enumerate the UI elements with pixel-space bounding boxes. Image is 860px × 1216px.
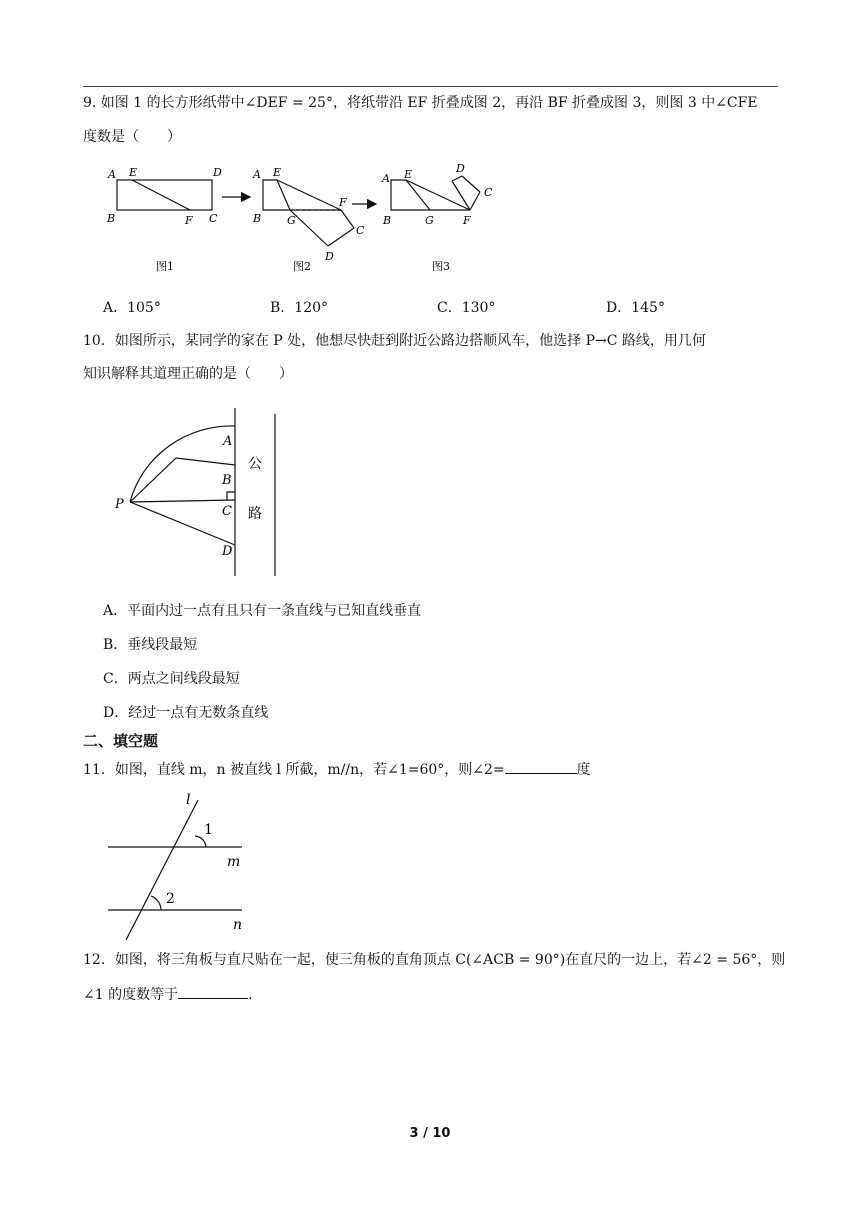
label-C: C xyxy=(222,504,232,519)
fig2-label-G: G xyxy=(287,214,296,227)
q9-option-c: C．130° xyxy=(437,300,496,316)
q9-stem-line1: 9. 如图 1 的长方形纸带中∠DEF = 25°，将纸带沿 EF 折叠成图 2，再沿 BF 折叠成图 3，则图 3 中∠CFE xyxy=(83,95,758,111)
label-n: n xyxy=(233,917,243,933)
q10-stem-line1: 10．如图所示，某同学的家在 P 处，他想尽快赶到附近公路边搭顺风车，他选择 P→C 路线，用几何 xyxy=(83,333,706,349)
fig3-label-G: G xyxy=(425,214,434,227)
q10-option-b: B．垂线段最短 xyxy=(103,637,198,653)
fig1-label-A: A xyxy=(108,168,116,181)
road-char-1: 公 xyxy=(248,456,262,472)
path-pb xyxy=(130,458,235,502)
q10-road-figure xyxy=(110,400,290,582)
fig3-caption: 图3 xyxy=(432,260,450,273)
fig1-caption: 图1 xyxy=(156,260,174,273)
header-rule xyxy=(83,86,778,87)
fig1-label-B: B xyxy=(107,212,116,225)
label-m: m xyxy=(227,854,241,870)
fig3-label-F: F xyxy=(463,214,471,227)
road-char-2: 路 xyxy=(248,506,262,522)
fig2-label-D: D xyxy=(325,250,334,263)
line-l xyxy=(126,800,198,940)
fig3-label-E: E xyxy=(404,168,413,181)
q12-text-before: ∠1 的度数等于 xyxy=(83,987,179,1003)
figure-1 xyxy=(117,180,212,210)
q11-stem xyxy=(83,759,591,780)
label-angle-1: 1 xyxy=(204,822,213,838)
fig1-label-F: F xyxy=(185,214,193,227)
fig2-label-F: F xyxy=(339,196,347,209)
q12-answer-blank xyxy=(178,984,248,999)
page-number: 3 / 10 xyxy=(409,1126,451,1141)
fig2-label-C: C xyxy=(356,224,365,237)
fig2-label-E: E xyxy=(273,166,282,179)
fig1-label-D: D xyxy=(213,166,222,179)
q11-parallel-lines-figure xyxy=(100,792,260,942)
segment-pc xyxy=(130,500,235,502)
q12-text-after: . xyxy=(248,987,253,1003)
q10-stem-line2: 知识解释其道理正确的是（ ） xyxy=(83,366,293,382)
q12-stem-line1: 12．如图，将三角板与直尺贴在一起，使三角板的直角顶点 C(∠ACB = 90°)在直尺的一边上，若∠2 = 56°，则 xyxy=(83,952,786,968)
fig3-label-B: B xyxy=(383,214,392,227)
fig3-label-D: D xyxy=(456,162,465,175)
label-l: l xyxy=(186,792,191,808)
label-B: B xyxy=(222,473,232,488)
label-angle-2: 2 xyxy=(166,891,175,907)
section-2-title: 二、填空题 xyxy=(83,732,159,750)
label-A: A xyxy=(223,434,233,449)
figure-2 xyxy=(263,180,354,246)
fig1-label-E: E xyxy=(129,166,138,179)
fig2-caption: 图2 xyxy=(293,260,311,273)
label-P: P xyxy=(115,497,124,512)
q10-option-c: C．两点之间线段最短 xyxy=(103,671,240,687)
fig3-label-C: C xyxy=(484,186,493,199)
q9-option-b: B．120° xyxy=(270,300,329,316)
fig2-label-A: A xyxy=(253,168,261,181)
right-angle-mark xyxy=(227,492,235,500)
q11-answer-blank xyxy=(505,759,577,774)
label-D: D xyxy=(222,544,233,559)
segment-pd xyxy=(130,502,235,545)
figure-3 xyxy=(391,176,480,210)
q9-option-d: D．145° xyxy=(606,300,665,316)
arc-to-a xyxy=(130,426,235,502)
q10-option-a: A．平面内过一点有且只有一条直线与已知直线垂直 xyxy=(103,603,422,619)
q11-text-after: 度 xyxy=(576,762,591,778)
q11-text-before: 11．如图，直线 m，n 被直线 l 所截，m//n，若∠1=60°，则∠2= xyxy=(83,762,505,778)
q12-stem-line2 xyxy=(83,984,253,1005)
q9-folding-figure xyxy=(100,158,500,278)
fig1-label-C: C xyxy=(209,212,218,225)
angle-2-arc xyxy=(151,896,161,910)
fig3-label-A: A xyxy=(382,172,390,185)
fig2-label-B: B xyxy=(253,212,262,225)
q9-stem-line2: 度数是（ ） xyxy=(83,129,181,145)
q9-option-a: A．105° xyxy=(103,300,161,316)
q10-option-d: D．经过一点有无数条直线 xyxy=(103,705,269,721)
